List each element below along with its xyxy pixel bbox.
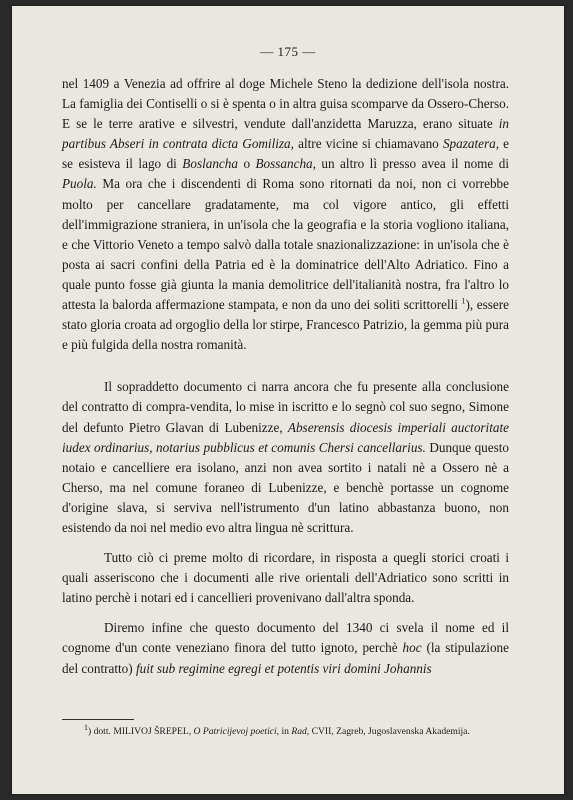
text-run: o xyxy=(237,156,256,172)
body-text xyxy=(62,74,509,679)
text-run: ) dott. MILIVOJ ŠREPEL, xyxy=(88,726,194,737)
text-run: in xyxy=(279,726,292,737)
text-run: Ma ora che i discendenti di Roma sono ritornati da noi, non ci vorrebbe molto per cancellare gradatamente, ma col vigore antico, gli effetti dell'immigrazione straniera, in un'isola che la geografia e la storia vogliono italiana, e che Vittorio Veneto a tempo salvò dalla totale snazionalizzazione: in un'isola che è posta ai sacri confini della Patria ed è la dominatrice dell'Alto Adriatico. Fino a quale punto fosse già giunta la mania demolitrice dell'italianità nostra, fra l'altro lo attesta la balorda affermazione stampata, e non da uno dei soliti scrittorelli xyxy=(62,176,509,313)
text-run: ), essere stato gloria croata ad orgoglio della lor stirpe, Francesco Patrizio, la gemma più pura e più fulgida della nostra romanità. xyxy=(62,297,509,353)
footnote-marker: 1 xyxy=(84,722,88,732)
footnote xyxy=(62,722,509,739)
paragraph-4 xyxy=(62,618,509,678)
italic-text: Puola. xyxy=(62,176,97,192)
paragraph-1 xyxy=(62,74,509,355)
text-run: e se esisteva il lago di xyxy=(62,136,510,172)
paragraph-2 xyxy=(62,377,509,538)
text-run: Dunque questo notaio e cancelliere era isolano, anzi non avea sortito i natali nè a Ossero nè a Cherso, ma nel comune foraneo di Lubenizze, e benchè portasse un cognome d'origine slava, si serviva nell'istrumento d'un latino abbastanza buono, non esistendo da noi nel medio evo altra lingua nè scrittura. xyxy=(62,439,509,535)
italic-text: fuit sub regimine egregi et potentis viri domini Johannis xyxy=(135,660,432,676)
italic-text: in partibus Abseri in contrata dicta Gomiliza, xyxy=(62,116,509,152)
book-page xyxy=(12,6,564,794)
italic-text: Boslancha xyxy=(182,156,238,172)
footnote-rule xyxy=(62,719,134,720)
footnote-marker: 1 xyxy=(461,296,466,306)
italic-text: Spazatera, xyxy=(442,136,499,152)
text-run: Il sopraddetto documento ci narra ancora che fu presente alla conclusione del contratto di compra-vendita, lo mise in iscritto e lo segnò col suo segno, Simone del defunto Pietro Glavan di Lubenizze, xyxy=(62,379,509,435)
text-run: Diremo infine che questo documento del 1340 ci svela il nome ed il cognome d'un conte veneziano finora del tutto ignoto, perchè xyxy=(62,620,509,656)
page-number: — 175 — xyxy=(260,44,316,59)
text-run: CVII, Zagreb, Jugoslavenska Akademija. xyxy=(309,726,470,737)
text-run: nel 1409 a Venezia ad offrire al doge Michele Steno la dedizione dell'isola nostra. La famiglia dei Contiselli o si è spenta o in altra guisa scomparve da Ossero-Cherso. E se le terre arative e silvestri, vendute dall'anzidetta Maruzza, erano situate xyxy=(62,76,509,132)
italic-text: O Patricijevoj poetici, xyxy=(193,726,280,737)
text-run: altre vicine si chiamavano xyxy=(293,136,443,152)
italic-text: Rad, xyxy=(291,726,310,737)
paragraph-3 xyxy=(62,548,509,608)
text-run: (la stipulazione del contratto) xyxy=(62,640,509,676)
text-run: Tutto ciò ci preme molto di ricordare, in risposta a quegli storici croati i quali asseriscono che i documenti alle rive orientali dell'Adriatico sono scritti in latino perchè i notari ed i cancellieri provenivano dall'altra sponda. xyxy=(62,550,509,606)
italic-text: hoc xyxy=(402,640,422,656)
italic-text: Abserensis diocesis imperiali auctoritate iudex ordinarius, notarius pubblicus et comunis Chersi cancellarius. xyxy=(62,419,509,455)
italic-text: Bossancha, xyxy=(255,156,316,172)
text-run: un altro lì presso avea il nome di xyxy=(315,156,510,172)
